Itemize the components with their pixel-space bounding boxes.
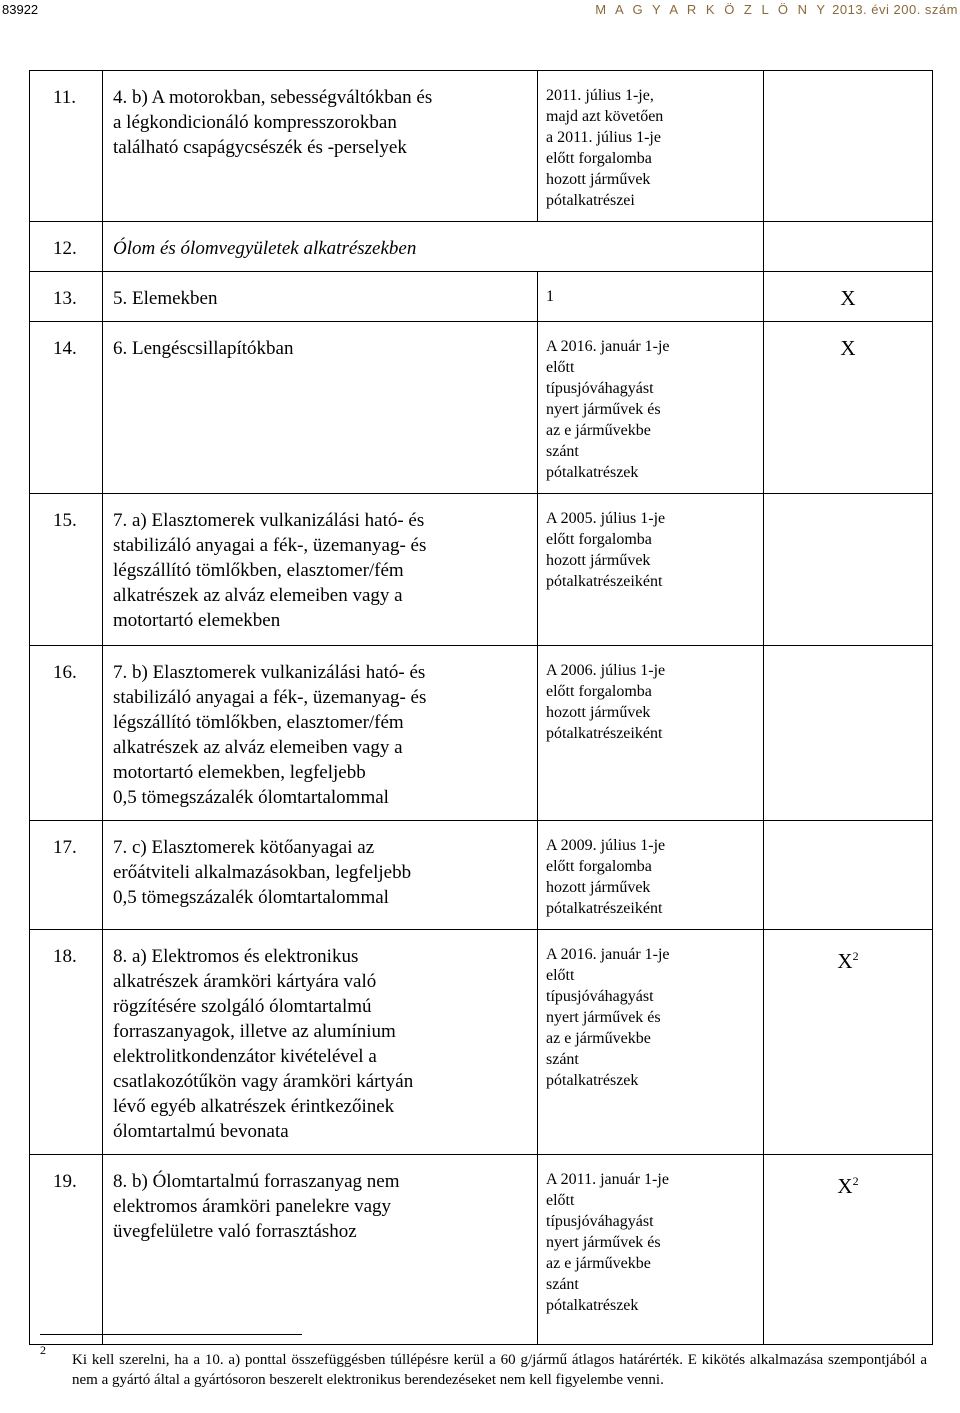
description-line: alkatrészek áramköri kártyára való [113, 971, 377, 992]
mark-x: X [837, 1174, 853, 1198]
date-line: a 2011. július 1-je [546, 129, 661, 146]
description-line: 0,5 tömegszázalék ólomtartalommal [113, 887, 389, 908]
date-line: előtt [546, 967, 575, 984]
date-line: típusjóváhagyást [546, 1213, 654, 1230]
row-description [103, 272, 538, 322]
date-line: szánt [546, 443, 579, 460]
mark-x: X [840, 286, 856, 310]
description-line: 7. b) Elasztomerek vulkanizálási ható- és [113, 662, 426, 683]
date-line: pótalkatrészeiként [546, 725, 663, 742]
row-date-scope [538, 272, 764, 322]
row-number: 11. [30, 71, 103, 222]
description-line: lévő egyéb alkatrészek érintkezőinek [113, 1096, 395, 1117]
date-line: A 2009. július 1-je [546, 837, 666, 854]
description-line: elektrolitkondenzátor kivételével a [113, 1046, 377, 1067]
date-line: pótalkatrészeiként [546, 900, 663, 917]
footnote-number: 2 [40, 1343, 46, 1357]
date-line: nyert járművek és [546, 1234, 661, 1251]
date-line: előtt [546, 1192, 575, 1209]
mark-x: X [840, 336, 856, 360]
table-row [30, 71, 933, 222]
date-line: előtt [546, 359, 575, 376]
description-line: motortartó elemekben [113, 610, 281, 631]
row-mark [764, 322, 933, 494]
footnote-text: Ki kell szerelni, ha a 10. a) ponttal összefüggésben túllépésre kerül a 60 g/jármű átlagos határérték. E kikötés alkalmazása szempontjából a nem a gyártó által a gyártósoron beszerelt elektronikus berendezéseket nem kell figyelembe venni. [72, 1352, 927, 1388]
footnote-reference: 2 [852, 949, 859, 963]
date-line: hozott járművek [546, 552, 651, 569]
date-line: A 2016. január 1-je [546, 338, 670, 355]
date-line: szánt [546, 1276, 579, 1293]
description-line: 8. a) Elektromos és elektronikus [113, 946, 359, 967]
description-line: erőátviteli alkalmazásokban, legfeljebb [113, 862, 412, 883]
date-line: A 2005. július 1-je [546, 510, 666, 527]
row-date-scope [538, 646, 764, 821]
journal-issue: 2013. évi 200. szám [832, 2, 958, 17]
row-mark [764, 821, 933, 930]
description-line: ólomtartalmú bevonata [113, 1121, 289, 1142]
description-line: a légkondicionáló kompresszorokban [113, 112, 397, 133]
date-line: hozott járművek [546, 704, 651, 721]
description-line: elektromos áramköri panelekre vagy [113, 1196, 392, 1217]
date-line: típusjóváhagyást [546, 988, 654, 1005]
description-line: stabilizáló anyagai a fék-, üzemanyag- és [113, 535, 427, 556]
row-mark [764, 1155, 933, 1345]
description-line: üvegfelületre való forrasztáshoz [113, 1221, 357, 1242]
description-line: 4. b) A motorokban, sebességváltókban és [113, 87, 433, 108]
date-line: előtt forgalomba [546, 683, 652, 700]
footnote-reference: 2 [852, 1174, 859, 1188]
date-line: az e járművekbe [546, 1255, 651, 1272]
row-description [103, 494, 538, 646]
date-line: hozott járművek [546, 879, 651, 896]
row-description [103, 1155, 538, 1345]
journal-name: M A G Y A R K Ö Z L Ö N Y [595, 2, 829, 17]
table-row [30, 222, 933, 272]
date-line: 2011. július 1-je, [546, 87, 654, 104]
description-line: 0,5 tömegszázalék ólomtartalommal [113, 787, 389, 808]
description-line: található csapágycsészék és -perselyek [113, 137, 407, 158]
mark-x: X [837, 949, 853, 973]
date-line: hozott járművek [546, 171, 651, 188]
table-row [30, 821, 933, 930]
description-line: légszállító tömlőkben, elasztomer/fém [113, 712, 404, 733]
date-line: nyert járművek és [546, 1009, 661, 1026]
description-line: motortartó elemekben, legfeljebb [113, 762, 366, 783]
table-row [30, 494, 933, 646]
row-date-scope [538, 494, 764, 646]
description-line: 8. b) Ólomtartalmú forraszanyag nem [113, 1171, 400, 1192]
date-line: pótalkatrészei [546, 192, 635, 209]
row-mark [764, 646, 933, 821]
row-date-scope [538, 930, 764, 1155]
date-line: pótalkatrészek [546, 1297, 639, 1314]
date-line: az e járművekbe [546, 422, 651, 439]
row-description [103, 71, 538, 222]
table-row [30, 322, 933, 494]
exemption-table [29, 70, 933, 1345]
table-row [30, 930, 933, 1155]
table-row [30, 646, 933, 821]
description-line: alkatrészek az alváz elemeiben vagy a [113, 585, 403, 606]
footnote-rule [40, 1334, 302, 1335]
row-mark [764, 930, 933, 1155]
row-number: 12. [30, 222, 103, 272]
date-line: pótalkatrészek [546, 464, 639, 481]
row-mark [764, 494, 933, 646]
date-line: pótalkatrészek [546, 1072, 639, 1089]
table-row [30, 1155, 933, 1345]
row-number: 19. [30, 1155, 103, 1345]
description-line: 5. Elemekben [113, 288, 218, 309]
date-line: A 2011. január 1-je [546, 1171, 669, 1188]
row-description [103, 646, 538, 821]
description-line: légszállító tömlőkben, elasztomer/fém [113, 560, 404, 581]
row-description [103, 222, 764, 272]
description-line: forraszanyagok, illetve az alumínium [113, 1021, 396, 1042]
row-number: 15. [30, 494, 103, 646]
date-line: A 2006. július 1-je [546, 662, 666, 679]
page-header [0, 2, 960, 22]
description-line: 6. Lengéscsillapítókban [113, 338, 294, 359]
date-line: 1 [546, 288, 554, 305]
description-line: csatlakozótűkön vagy áramköri kártyán [113, 1071, 414, 1092]
row-number: 13. [30, 272, 103, 322]
row-number: 18. [30, 930, 103, 1155]
row-description [103, 322, 538, 494]
date-line: előtt forgalomba [546, 531, 652, 548]
row-date-scope [538, 322, 764, 494]
row-number: 17. [30, 821, 103, 930]
description-line: 7. a) Elasztomerek vulkanizálási ható- és [113, 510, 425, 531]
date-line: előtt forgalomba [546, 858, 652, 875]
table-body [30, 71, 933, 1345]
page-number: 83922 [2, 2, 39, 17]
row-mark [764, 272, 933, 322]
row-number: 14. [30, 322, 103, 494]
description-line: stabilizáló anyagai a fék-, üzemanyag- és [113, 687, 427, 708]
date-line: típusjóváhagyást [546, 380, 654, 397]
date-line: majd azt követően [546, 108, 664, 125]
description-line: alkatrészek az alváz elemeiben vagy a [113, 737, 403, 758]
journal-title [595, 2, 958, 17]
date-line: előtt forgalomba [546, 150, 652, 167]
description-line: 7. c) Elasztomerek kötőanyagai az [113, 837, 375, 858]
date-line: az e járművekbe [546, 1030, 651, 1047]
row-description [103, 930, 538, 1155]
description-line: Ólom és ólomvegyületek alkatrészekben [113, 238, 417, 259]
date-line: pótalkatrészeiként [546, 573, 663, 590]
date-line: A 2016. január 1-je [546, 946, 670, 963]
row-date-scope [538, 1155, 764, 1345]
row-number: 16. [30, 646, 103, 821]
date-line: nyert járművek és [546, 401, 661, 418]
row-mark [764, 222, 933, 272]
row-description [103, 821, 538, 930]
date-line: szánt [546, 1051, 579, 1068]
row-mark [764, 71, 933, 222]
description-line: rögzítésére szolgáló ólomtartalmú [113, 996, 372, 1017]
row-date-scope [538, 821, 764, 930]
table-row [30, 272, 933, 322]
row-date-scope [538, 71, 764, 222]
